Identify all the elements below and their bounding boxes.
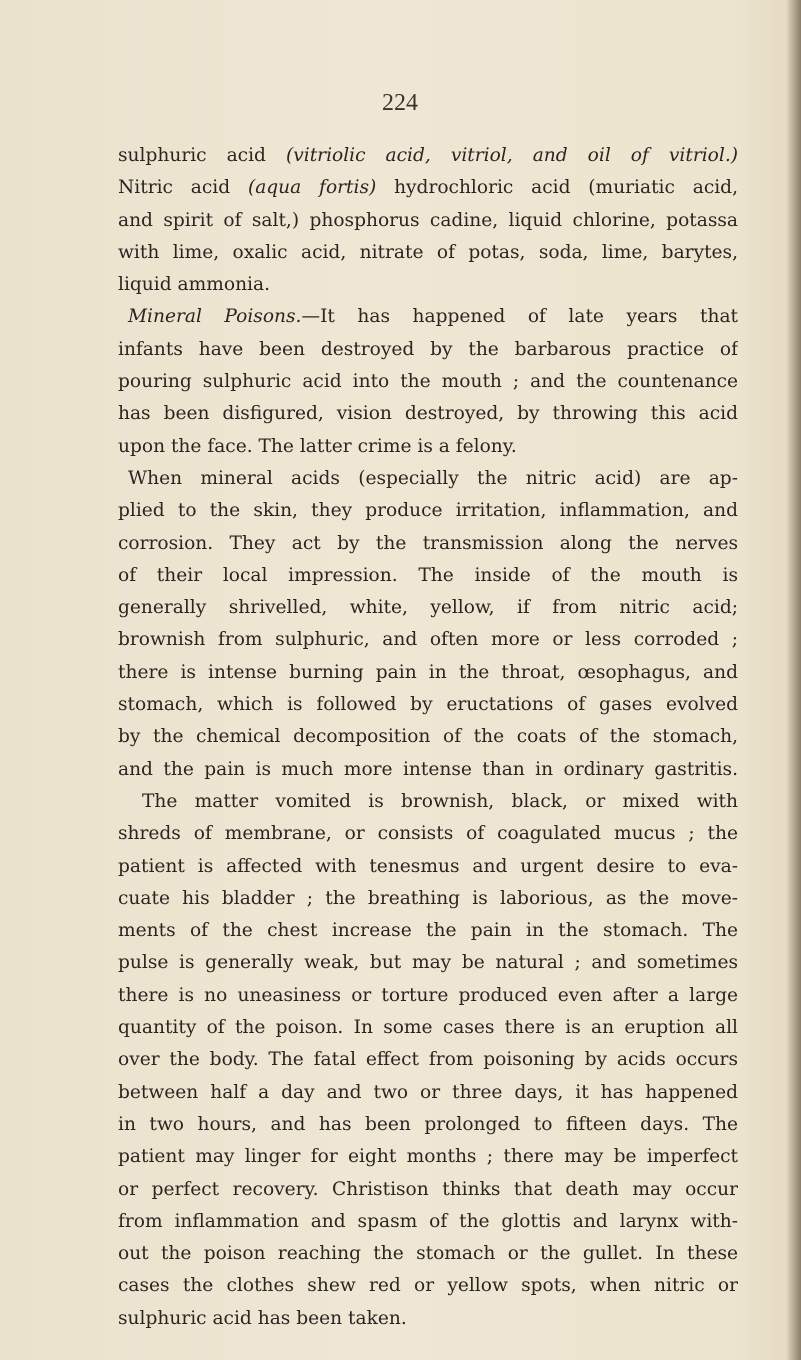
text-line	[118, 1077, 738, 1109]
text-segment: When mineral acids (especially the nitric acid) are ap-	[128, 467, 738, 489]
text-line	[118, 269, 738, 301]
text-segment: there is intense burning pain in the throat, œsophagus, and	[118, 661, 738, 683]
text-segment: or perfect recovery. Christison thinks that death may occur	[118, 1178, 738, 1200]
page-edge-shadow	[787, 0, 801, 1360]
text-line	[118, 624, 738, 656]
text-segment: hydrochloric acid (muriatic acid,	[376, 177, 738, 199]
text-line	[118, 398, 738, 430]
text-segment: pulse is generally weak, but may be natural ; and sometimes	[118, 952, 738, 974]
text-line	[118, 721, 738, 753]
text-line	[118, 431, 738, 463]
text-segment: and the pain is much more intense than in ordinary gastritis.	[118, 758, 738, 780]
text-line	[118, 947, 738, 979]
italic-text: (aqua fortis)	[247, 177, 377, 199]
text-line	[118, 818, 738, 850]
page-number: 224	[382, 90, 418, 116]
text-line	[118, 205, 738, 237]
text-segment: in two hours, and has been prolonged to fifteen days. The	[118, 1113, 738, 1135]
text-line	[118, 1206, 738, 1238]
text-line	[118, 1044, 738, 1076]
text-segment: cases the clothes shew red or yellow spots, when nitric or	[118, 1275, 738, 1297]
text-line	[118, 172, 738, 204]
text-line	[118, 592, 738, 624]
text-line	[118, 1303, 738, 1335]
text-segment: shreds of membrane, or consists of coagulated mucus ; the	[118, 823, 738, 845]
text-segment: sulphuric acid has been taken.	[118, 1307, 407, 1329]
text-segment: from inflammation and spasm of the glottis and larynx with-	[118, 1210, 738, 1232]
text-line	[118, 980, 738, 1012]
text-line	[118, 786, 738, 818]
text-segment: brownish from sulphuric, and often more or less corroded ;	[118, 629, 738, 651]
text-line	[118, 915, 738, 947]
text-line	[118, 237, 738, 269]
text-line	[118, 301, 738, 333]
text-line	[118, 1238, 738, 1270]
text-line	[118, 754, 738, 786]
text-segment: stomach, which is followed by eructations of gases evolved	[118, 694, 738, 716]
text-segment: plied to the skin, they produce irritation, inflammation, and	[118, 500, 738, 522]
text-line	[118, 366, 738, 398]
text-segment: pouring sulphuric acid into the mouth ; and the countenance	[118, 371, 738, 393]
text-segment: patient is affected with tenesmus and urgent desire to eva-	[118, 855, 738, 877]
text-line	[118, 140, 738, 172]
text-line	[118, 1174, 738, 1206]
text-line	[118, 334, 738, 366]
text-segment: cuate his bladder ; the breathing is laborious, as the move-	[118, 887, 738, 909]
text-segment: quantity of the poison. In some cases there is an eruption all	[118, 1017, 738, 1039]
text-segment: liquid ammonia.	[118, 274, 270, 296]
text-segment: of their local impression. The inside of the mouth is	[118, 564, 738, 586]
text-segment: over the body. The fatal effect from poisoning by acids occurs	[118, 1049, 738, 1071]
text-segment: ments of the chest increase the pain in the stomach. The	[118, 920, 738, 942]
text-line	[118, 560, 738, 592]
text-segment: generally shrivelled, white, yellow, if from nitric acid;	[118, 597, 738, 619]
text-segment: Nitric acid	[118, 177, 248, 199]
text-line	[118, 689, 738, 721]
italic-text: Mineral Poisons.	[128, 306, 302, 328]
text-segment: patient may linger for eight months ; there may be imperfect	[118, 1146, 738, 1168]
text-line	[118, 851, 738, 883]
text-segment: and spirit of salt,) phosphorus cadine, liquid chlorine, potassa	[118, 209, 738, 231]
text-line	[118, 495, 738, 527]
text-segment: sulphuric acid	[118, 145, 286, 166]
text-line	[118, 463, 738, 495]
text-segment: The matter vomited is brownish, black, or mixed with	[142, 790, 738, 812]
text-segment: out the poison reaching the stomach or the gullet. In these	[118, 1243, 738, 1265]
text-segment: infants have been destroyed by the barbarous practice of	[118, 338, 738, 360]
text-segment: —It has happened of late years that	[301, 306, 738, 328]
text-segment: has been disfigured, vision destroyed, by throwing this acid	[118, 403, 738, 425]
body-text	[118, 140, 738, 1335]
text-line	[118, 657, 738, 689]
text-line	[118, 528, 738, 560]
text-line	[118, 1141, 738, 1173]
text-line	[118, 1012, 738, 1044]
italic-text: (vitriolic acid, vitriol, and oil of vitriol.)	[286, 145, 738, 166]
text-line	[118, 883, 738, 915]
text-segment: upon the face. The latter crime is a felony.	[118, 435, 517, 457]
text-segment: corrosion. They act by the transmission along the nerves	[118, 532, 738, 554]
text-line	[118, 1270, 738, 1302]
text-segment: there is no uneasiness or torture produced even after a large	[118, 984, 738, 1006]
text-segment: between half a day and two or three days, it has happened	[118, 1081, 738, 1103]
text-segment: by the chemical decomposition of the coats of the stomach,	[118, 726, 738, 748]
text-segment: with lime, oxalic acid, nitrate of potas, soda, lime, barytes,	[118, 241, 738, 263]
text-line	[118, 1109, 738, 1141]
